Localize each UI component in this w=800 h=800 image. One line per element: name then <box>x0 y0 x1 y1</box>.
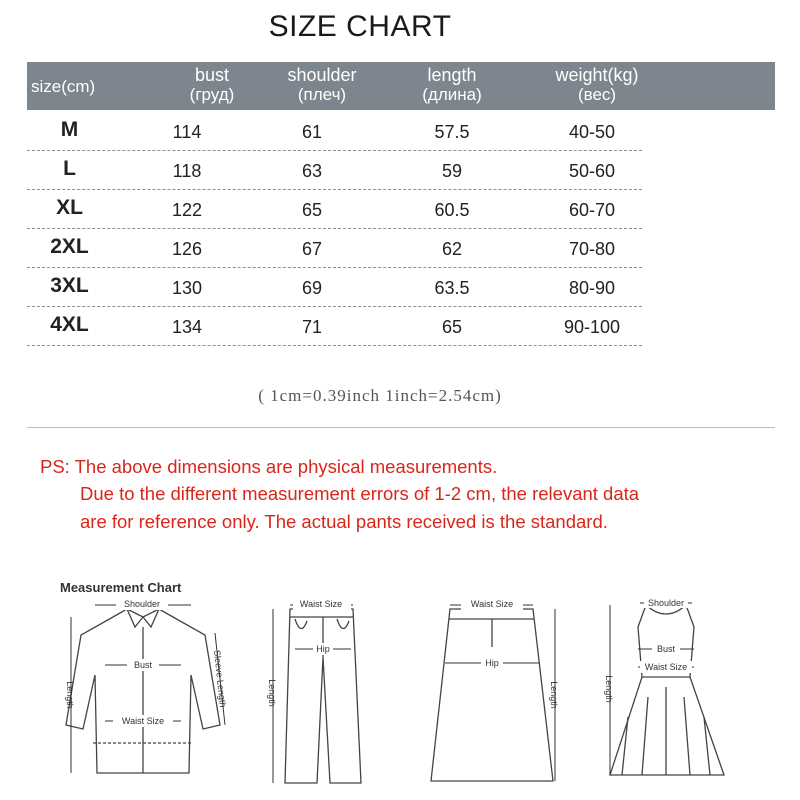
dress-illustration <box>598 597 733 787</box>
cell-bust: 130 <box>171 278 203 298</box>
cell-weight: 60-70 <box>568 200 616 220</box>
table-row <box>27 151 642 190</box>
cell-length: 60.5 <box>434 200 470 220</box>
shirt-sleeve-label: Sleeve Length <box>212 649 228 708</box>
header-bust-sub: (груд) <box>189 85 235 104</box>
header-bust <box>157 66 267 104</box>
shirt-illustration <box>55 595 230 785</box>
cell-bust: 122 <box>171 200 203 220</box>
cell-shoulder: 65 <box>301 200 323 220</box>
cell-shoulder: 69 <box>301 278 323 298</box>
pants-hip-label: Hip <box>316 644 330 654</box>
skirt-waist-label: Waist Size <box>470 599 514 609</box>
cell-size: 4XL <box>50 313 89 336</box>
table-row <box>27 112 642 151</box>
header-weight-sub: (вес) <box>577 85 617 104</box>
shirt-length-label: Length <box>65 681 75 709</box>
cell-size: M <box>60 118 79 141</box>
shirt-diagram <box>55 595 230 785</box>
dress-bust-label: Bust <box>656 644 676 654</box>
note-line-2: Due to the different measurement errors of 1-2 cm, the relevant data <box>80 483 640 504</box>
header-weight <box>532 66 662 104</box>
cell-weight: 80-90 <box>568 278 616 298</box>
page-title: SIZE CHART <box>268 10 452 43</box>
divider <box>27 427 775 428</box>
unit-conversion: ( 1cm=0.39inch 1inch=2.54cm) <box>258 386 502 405</box>
dress-length-label: Length <box>604 675 614 703</box>
header-bust-label: bust <box>194 65 230 85</box>
cell-length: 62 <box>441 239 463 259</box>
header-shoulder-sub: (плеч) <box>297 85 347 104</box>
pants-waist-label: Waist Size <box>299 599 343 609</box>
header-shoulder-label: shoulder <box>287 65 357 85</box>
shirt-shoulder-label: Shoulder <box>123 599 161 609</box>
skirt-illustration <box>415 597 570 787</box>
cell-weight: 70-80 <box>568 239 616 259</box>
dress-diagram <box>598 597 733 787</box>
skirt-hip-label: Hip <box>485 658 499 668</box>
cell-bust: 126 <box>171 239 203 259</box>
table-header <box>27 62 775 110</box>
cell-bust: 118 <box>172 161 202 181</box>
table-row <box>27 268 642 307</box>
cell-size: XL <box>56 196 83 219</box>
cell-size: 3XL <box>50 274 89 297</box>
header-length <box>397 66 507 104</box>
cell-weight: 40-50 <box>568 122 616 142</box>
header-weight-label: weight(kg) <box>555 65 639 85</box>
skirt-length-label: Length <box>549 681 559 709</box>
table-row <box>27 190 642 229</box>
pants-length-label: Length <box>267 679 277 707</box>
cell-length: 57.5 <box>434 122 470 142</box>
cell-shoulder: 71 <box>301 317 323 337</box>
shirt-waist-label: Waist Size <box>121 716 165 726</box>
cell-size: 2XL <box>50 235 89 258</box>
shirt-bust-label: Bust <box>133 660 153 670</box>
skirt-diagram <box>415 597 570 787</box>
dress-shoulder-label: Shoulder <box>647 598 685 608</box>
cell-shoulder: 67 <box>301 239 323 259</box>
measurement-chart-title: Measurement Chart <box>60 580 182 595</box>
pants-illustration <box>255 597 370 787</box>
cell-bust: 114 <box>172 122 202 142</box>
table-row <box>27 229 642 268</box>
cell-size: L <box>63 157 76 180</box>
table-row <box>27 307 642 346</box>
cell-bust: 134 <box>171 317 203 337</box>
pants-diagram <box>255 597 370 787</box>
header-length-sub: (длина) <box>422 85 482 104</box>
cell-length: 59 <box>441 161 463 181</box>
cell-shoulder: 63 <box>301 161 323 181</box>
header-length-label: length <box>427 65 477 85</box>
cell-weight: 50-60 <box>568 161 616 181</box>
dress-waist-label: Waist Size <box>644 662 688 672</box>
cell-length: 63.5 <box>434 278 470 298</box>
note-line-1: PS: The above dimensions are physical measurements. <box>40 456 498 477</box>
cell-length: 65 <box>441 317 463 337</box>
cell-weight: 90-100 <box>563 317 621 337</box>
note-line-3: are for reference only. The actual pants received is the standard. <box>80 511 608 532</box>
cell-shoulder: 61 <box>301 122 323 142</box>
header-size: size(cm) <box>31 77 96 96</box>
header-shoulder <box>262 66 382 104</box>
